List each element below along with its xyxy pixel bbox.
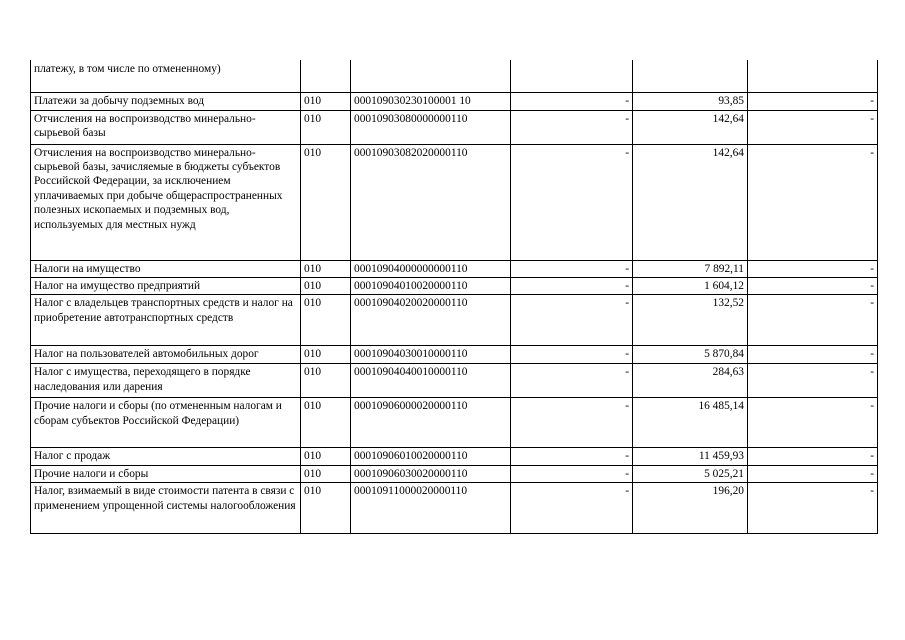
row-name: Отчисления на воспроизводство минерально-сырьевой базы, зачисляемые в бюджеты субъектов Российской Федерации, за исключением уплачиваемых при добыче общераспространенных полезных ископаемых и подземных вод, используемых для местных нужд [31,144,301,260]
row-value-3: - [748,260,878,277]
row-value-2: 7 892,11 [633,260,748,277]
row-value-1: - [511,295,633,346]
row-name: платежу, в том числе по отмененному) [31,60,301,92]
table-row [31,60,878,92]
row-value-3: - [748,465,878,482]
row-value-2: 11 459,93 [633,448,748,465]
revenue-table [30,60,878,534]
row-name: Налог на имущество предприятий [31,277,301,294]
row-line-code: 010 [301,260,351,277]
row-line-code: 010 [301,110,351,144]
row-value-2: 284,63 [633,364,748,398]
row-line-code: 010 [301,364,351,398]
row-line-code: 010 [301,448,351,465]
row-value-1: - [511,92,633,110]
row-value-2: 132,52 [633,295,748,346]
row-line-code: 010 [301,92,351,110]
row-name: Налог с имущества, переходящего в порядке наследования или дарения [31,364,301,398]
row-value-2: 142,64 [633,144,748,260]
table-row [31,260,878,277]
row-line-code: 010 [301,277,351,294]
row-budget-code: 00010903080000000110 [351,110,511,144]
row-name: Налог на пользователей автомобильных дорог [31,346,301,364]
row-value-2: 1 604,12 [633,277,748,294]
row-name: Налог, взимаемый в виде стоимости патента в связи с применением упрощенной системы налогообложения [31,483,301,534]
row-value-2: 93,85 [633,92,748,110]
table-row [31,448,878,465]
row-budget-code: 00010904000000000110 [351,260,511,277]
row-budget-code: 00010904030010000110 [351,346,511,364]
row-value-1: - [511,260,633,277]
row-line-code: 010 [301,465,351,482]
row-value-2 [633,60,748,92]
row-value-3: - [748,110,878,144]
row-value-3: - [748,295,878,346]
row-value-2: 142,64 [633,110,748,144]
row-value-3: - [748,448,878,465]
row-budget-code: 00010906010020000110 [351,448,511,465]
table-row [31,277,878,294]
table-row [31,144,878,260]
row-value-3: - [748,364,878,398]
row-value-2: 5 870,84 [633,346,748,364]
row-value-3: - [748,92,878,110]
table-row [31,398,878,448]
row-value-3: - [748,346,878,364]
row-value-3: - [748,483,878,534]
row-value-1: - [511,364,633,398]
row-budget-code: 00010906000020000110 [351,398,511,448]
table-row [31,346,878,364]
row-name: Отчисления на воспроизводство минерально-сырьевой базы [31,110,301,144]
row-budget-code: 000109030230100001 10 [351,92,511,110]
row-line-code: 010 [301,144,351,260]
row-value-1: - [511,110,633,144]
row-budget-code: 00010904040010000110 [351,364,511,398]
row-name: Налог с владельцев транспортных средств и налог на приобретение автотранспортных средств [31,295,301,346]
row-budget-code: 00010911000020000110 [351,483,511,534]
row-budget-code [351,60,511,92]
table-row [31,110,878,144]
row-line-code: 010 [301,295,351,346]
row-value-1: - [511,483,633,534]
table-row [31,465,878,482]
row-budget-code: 00010906030020000110 [351,465,511,482]
row-value-2: 196,20 [633,483,748,534]
row-value-3: - [748,277,878,294]
row-line-code [301,60,351,92]
row-name: Прочие налоги и сборы [31,465,301,482]
row-line-code: 010 [301,398,351,448]
row-value-2: 16 485,14 [633,398,748,448]
row-name: Налоги на имущество [31,260,301,277]
row-value-3 [748,60,878,92]
row-budget-code: 00010903082020000110 [351,144,511,260]
row-value-1: - [511,398,633,448]
row-name: Платежи за добычу подземных вод [31,92,301,110]
row-value-1: - [511,465,633,482]
row-line-code: 010 [301,346,351,364]
row-budget-code: 00010904020020000110 [351,295,511,346]
row-value-1: - [511,277,633,294]
row-value-2: 5 025,21 [633,465,748,482]
row-name: Прочие налоги и сборы (по отмененным налогам и сборам субъектов Российской Федерации) [31,398,301,448]
row-value-3: - [748,144,878,260]
table-row [31,92,878,110]
row-value-1 [511,60,633,92]
row-value-1: - [511,144,633,260]
row-name: Налог с продаж [31,448,301,465]
table-row [31,483,878,534]
row-value-1: - [511,346,633,364]
row-value-1: - [511,448,633,465]
row-value-3: - [748,398,878,448]
row-budget-code: 00010904010020000110 [351,277,511,294]
row-line-code: 010 [301,483,351,534]
table-row [31,364,878,398]
table-row [31,295,878,346]
